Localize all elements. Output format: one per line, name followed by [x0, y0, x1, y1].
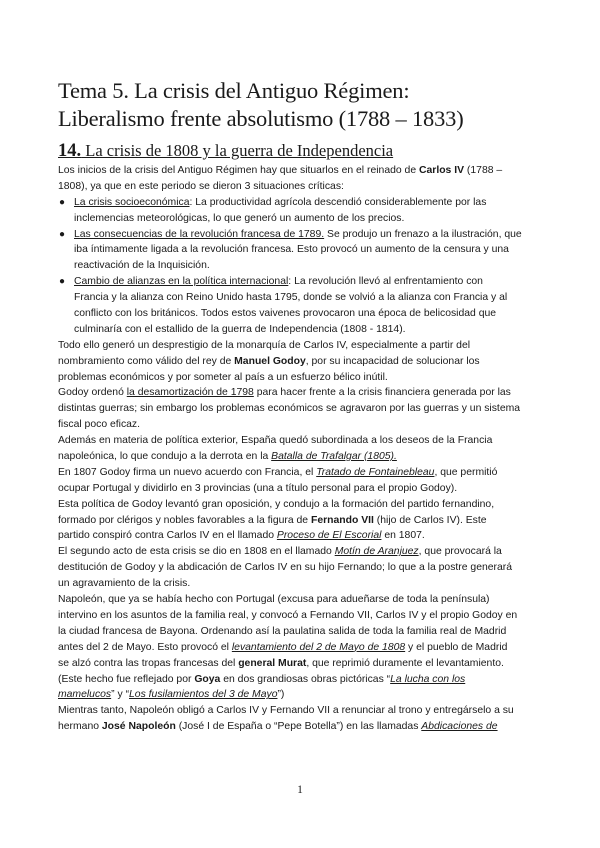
page-title — [58, 77, 558, 133]
paragraph-desprestigio — [58, 338, 558, 386]
text-run: se alzó contra las tropas francesas del — [58, 657, 239, 669]
text-line: un agravamiento de la crisis. — [58, 578, 191, 590]
text-line: Mientras tanto, Napoleón obligó a Carlos IV y Fernando VII a renunciar al trono y entregárselo a su — [58, 705, 514, 717]
text-line: conflicto con los británicos. Todos estos vaivenes provocaron una época de belicosidad que — [74, 308, 497, 320]
section-number: 14. — [58, 141, 82, 161]
text-run: partido conspiró contra Carlos IV en el llamado — [58, 530, 277, 542]
paragraph-politica-exterior — [58, 433, 558, 465]
text-run: hermano — [58, 721, 102, 733]
paragraph-motin-aranjuez — [58, 544, 558, 592]
section-heading — [58, 141, 393, 161]
text-line — [58, 687, 558, 703]
bold-name: Goya — [194, 673, 221, 685]
paragraph-abdicaciones — [58, 703, 558, 735]
text-run: para hacer frente a la crisis financiera generada por las — [253, 387, 511, 399]
paragraph-intro — [58, 163, 558, 195]
text-line: Esta política de Godoy levantó gran oposición, y condujo a la formación del partido fernandino, — [58, 498, 495, 510]
text-run: ”) — [277, 689, 285, 701]
bullet-icon: ● — [59, 276, 66, 288]
title-line-1: Tema 5. La crisis del Antiguo Régimen: — [58, 78, 410, 104]
text-line — [58, 544, 558, 560]
underlined-term: la desamortización de 1798 — [126, 387, 254, 399]
text-line: Francia y la alianza con Reino Unido hasta 1795, donde se volvió a la alianza con Francia y al — [74, 292, 508, 304]
page-number: 1 — [297, 784, 303, 796]
text-line — [58, 465, 558, 481]
italic-underlined-term: levantamiento del 2 de Mayo de 1808 — [231, 641, 406, 653]
text-run: Se produjo un frenazo a la ilustración, que — [324, 228, 522, 240]
text-run: napoleónica, lo que condujo a la derrota en la — [58, 451, 272, 463]
text-run: ” y “ — [111, 689, 130, 701]
bullet-icon: ● — [59, 228, 66, 240]
italic-underlined-term: Los fusilamientos del 3 de Mayo — [129, 689, 278, 701]
text-line: ocupar Portugal y dividirlo en 3 provincias (una a título personal para el propio Godoy). — [58, 482, 458, 494]
text-line: Todo ello generó un desprestigio de la monarquía de Carlos IV, especialmente a partir del — [58, 339, 471, 351]
bold-name: general Murat — [238, 657, 307, 669]
underlined-term: Las consecuencias de la revolución francesa de 1789. — [74, 228, 325, 240]
text-line — [74, 227, 558, 243]
text-line — [58, 656, 558, 672]
text-run: en dos grandiosas obras pictóricas “ — [220, 673, 391, 685]
text-run: , que provocará la — [418, 546, 502, 558]
italic-underlined-term: La lucha con los — [390, 673, 466, 685]
text-run: Godoy ordenó — [58, 387, 127, 399]
italic-underlined-term: Proceso de El Escorial — [276, 530, 382, 542]
text-run: formado por clérigos y nobles favorables a la figura de — [58, 514, 311, 526]
paragraph-partido-fernandino — [58, 497, 558, 545]
bullet-icon: ● — [59, 196, 66, 208]
text-line: Napoleón, que ya se había hecho con Portugal (excusa para adueñarse de toda la península) — [58, 594, 490, 606]
italic-underlined-term: mamelucos — [58, 689, 112, 701]
text-line — [74, 274, 558, 290]
bullet-item-revolucion-francesa — [58, 227, 558, 275]
paragraph-desamortizacion — [58, 385, 558, 433]
bold-name: Fernando VII — [310, 514, 374, 526]
bold-name: José Napoleón — [101, 721, 176, 733]
underlined-term: La crisis socioeconómica — [74, 196, 190, 208]
text-run: en 1807. — [381, 530, 425, 542]
text-run: nombramiento como válido del rey de — [58, 355, 235, 367]
text-run: , que reprimió duramente el levantamiento. — [306, 657, 504, 669]
text-line: problemas económicos y por someter al país a un esfuerzo bélico inútil. — [58, 371, 388, 383]
text-line: Además en materia de política exterior, España quedó subordinada a los deseos de la Francia — [58, 435, 493, 447]
text-line — [58, 513, 558, 529]
text-run: antes del 2 de Mayo. Esto provocó el — [58, 641, 232, 653]
title-line-2: Liberalismo frente absolutismo (1788 – 1833) — [58, 106, 464, 132]
text-line: distintas guerras; sin embargo los problemas económicos se agravaron por las guerras y un sistema — [58, 403, 521, 415]
text-line: inclemencias meteorológicas, lo que generó un aumento de los precios. — [74, 212, 405, 224]
paragraph-fontainebleau — [58, 465, 558, 497]
text-line — [58, 672, 558, 688]
section-heading-text: La crisis de 1808 y la guerra de Independencia — [81, 141, 394, 160]
text-line: intervino en los asuntos de la familia real, y convocó a Fernando VII, Carlos IV y el propio Godoy en — [58, 609, 518, 621]
text-line: fiscal poco eficaz. — [58, 419, 141, 431]
text-run: : La productividad agrícola descendió considerablemente por las — [189, 196, 487, 208]
italic-underlined-term: Abdicaciones de — [421, 721, 498, 733]
text-run: , que permitió — [434, 466, 498, 478]
underlined-term: Cambio de alianzas en la política internacional — [74, 276, 289, 288]
text-line: culminaría con el estallido de la guerra de Independencia (1808 - 1814). — [74, 323, 406, 335]
text-run: , por su incapacidad de solucionar los — [305, 355, 480, 367]
document-body — [58, 163, 558, 735]
text-line — [58, 354, 558, 370]
text-run: : La revolución llevó al enfrentamiento con — [288, 276, 483, 288]
text-run: (José I de España o “Pepe Botella”) en las llamadas — [175, 721, 422, 733]
italic-underlined-term: Motín de Aranjuez — [334, 546, 419, 558]
text-line — [58, 163, 558, 179]
text-line — [58, 719, 558, 735]
text-run: En 1807 Godoy firma un nuevo acuerdo con Francia, el — [58, 466, 317, 478]
bold-name: Manuel Godoy — [234, 355, 306, 367]
text-run: (hijo de Carlos IV). Este — [373, 514, 487, 526]
bullet-item-crisis-socioeconomica — [58, 195, 558, 227]
text-run: El segundo acto de esta crisis se dio en 1808 en el llamado — [58, 546, 335, 558]
text-line: reactivación de la Inquisición. — [74, 260, 210, 272]
text-line — [58, 449, 558, 465]
text-line: destitución de Godoy y la abdicación de Carlos IV en su hijo Fernando; lo que a la postre generará — [58, 562, 513, 574]
text-line — [74, 195, 558, 211]
text-line — [58, 640, 558, 656]
text-line: iba íntimamente ligada a la revolución francesa. Esto provocó un aumento de la censura y una — [74, 244, 509, 256]
text-run: y el pueblo de Madrid — [405, 641, 508, 653]
text-line: 1808), ya que en este periodo se dieron 3 situaciones críticas: — [58, 180, 344, 192]
text-line — [58, 528, 558, 544]
paragraph-napoleon-bayona — [58, 592, 558, 703]
italic-underlined-term: Tratado de Fontainebleau — [316, 466, 435, 478]
text-line: la ciudad francesa de Bayona. Ordenando así la paulatina salida de toda la familia real de Madrid — [58, 625, 507, 637]
text-run: (1788 – — [464, 165, 503, 176]
text-run: Los inicios de la crisis del Antiguo Régimen hay que situarlos en el reinado de — [58, 165, 419, 176]
italic-underlined-term: Batalla de Trafalgar (1805). — [271, 451, 397, 463]
text-run: (Este hecho fue reflejado por — [58, 673, 195, 685]
bullet-item-cambio-alianzas — [58, 274, 558, 338]
bold-name: Carlos IV — [419, 165, 465, 176]
text-line — [58, 385, 558, 401]
